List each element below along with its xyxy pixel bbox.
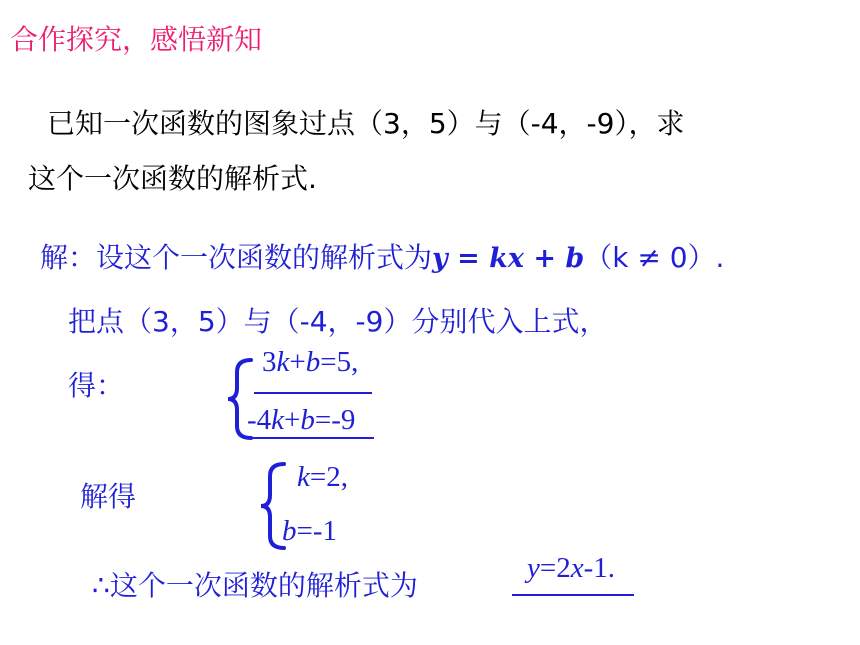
answer-expression: y=2x-1. <box>527 552 616 584</box>
intro-period: . <box>715 241 725 274</box>
solution-k: k=2, <box>297 461 348 493</box>
equation-2-underline <box>248 437 374 439</box>
conclusion-text: ∴这个一次函数的解析式为 <box>92 569 418 602</box>
de-label: 得： <box>68 369 125 402</box>
problem-line-2: 这个一次函数的解析式. <box>28 162 317 195</box>
answer-underline <box>512 594 634 596</box>
problem-line-1: 已知一次函数的图象过点（3，5）与（-4，-9），求 <box>47 107 685 140</box>
equation-1-underline <box>254 392 372 394</box>
linear-formula: y = kx + b <box>432 243 585 274</box>
equation-2: -4k+b=-9 <box>247 404 356 436</box>
solution-b: b=-1 <box>282 515 338 547</box>
solve-label: 解得 <box>80 480 137 513</box>
substitute-sentence: 把点（3，5）与（-4，-9）分别代入上式， <box>68 305 608 338</box>
solution-intro <box>40 236 724 276</box>
solution-intro-prefix: 解：设这个一次函数的解析式为 <box>40 241 433 274</box>
nonzero-condition: （k ≠ 0） <box>584 241 716 274</box>
page-title: 合作探究，感悟新知 <box>10 23 263 56</box>
equation-1: 3k+b=5, <box>262 346 359 378</box>
